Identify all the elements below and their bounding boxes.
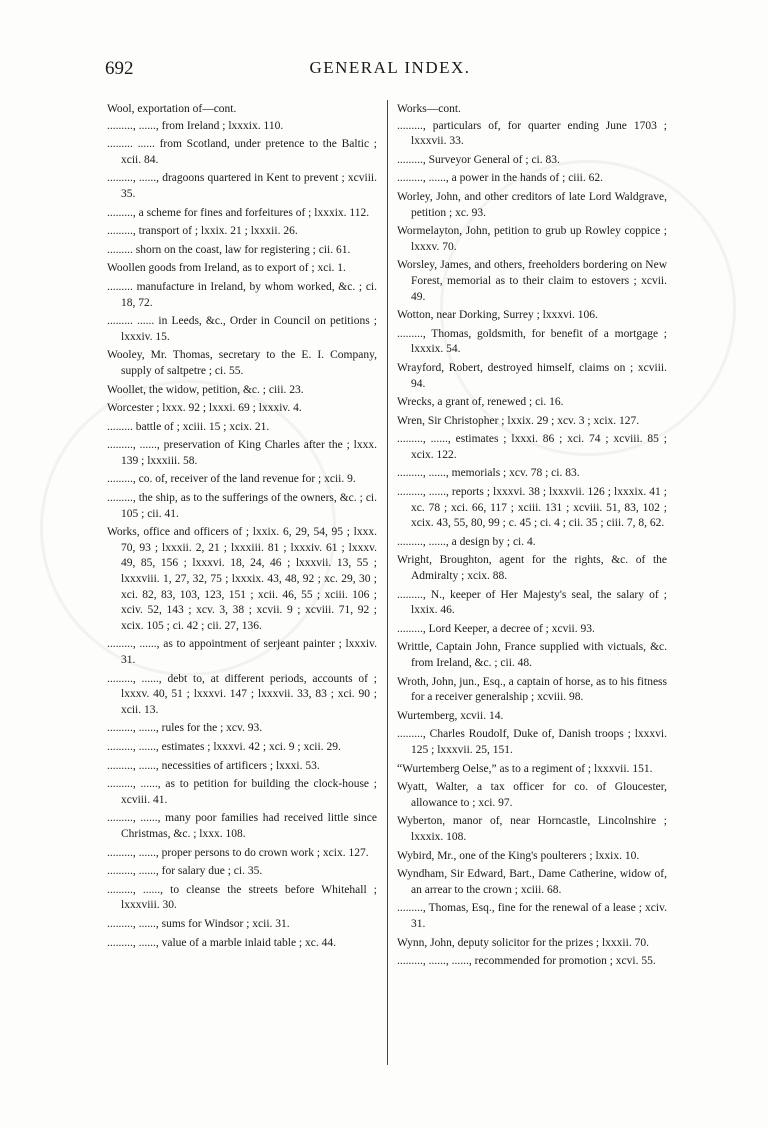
index-entry: Wrecks, a grant of, renewed ; ci. 16.: [397, 396, 564, 409]
index-entry: ........., ......, estimates ; lxxxvi. 42 ; xci. 9 ; xcii. 29.: [107, 740, 341, 753]
index-entry: Wyatt, Walter, a tax officer for co. of Gloucester, allowance to ; xci. 97.: [397, 781, 667, 809]
index-entry: Wrayford, Robert, destroyed himself, claims on ; xcviii. 94.: [397, 361, 667, 390]
index-entry: ........., ......, a design by ; ci. 4.: [397, 535, 536, 548]
index-entry: ........., ......, estimates ; lxxxi. 86 ; xci. 74 ; xcviii. 85 ; xcix. 122.: [397, 433, 667, 461]
index-entry: ........., ......, as to petition for building the clock-house ; xcviii. 41.: [107, 778, 377, 806]
index-entry: ........., ......, ......, recommended for promotion ; xcvi. 55.: [397, 955, 656, 968]
index-entry: “Wurtemberg Oelse,” as to a regiment of ; lxxxvii. 151.: [397, 762, 653, 775]
index-entry: ........., Surveyor General of ; ci. 83.: [397, 153, 560, 166]
column-divider: [387, 100, 388, 1065]
index-entry: ........., ......, for salary due ; ci. 35.: [107, 865, 263, 878]
index-entry: ........., ......, debt to, at different periods, accounts of ; lxxxv. 40, 51 ; lxxxvi. 147 ; lxxxvii. 33, 83 ; xci. 90 ; xcii. 13.: [107, 672, 377, 716]
index-entry: Wren, Sir Christopher ; lxxix. 29 ; xcv. 3 ; xcix. 127.: [397, 414, 640, 427]
index-entry: ........., ......, value of a marble inlaid table ; xc. 44.: [107, 936, 336, 949]
index-entry: ........., ......, a power in the hands of ; ciii. 62.: [397, 172, 604, 185]
index-entry: ........., ......, dragoons quartered in Kent to prevent ; xcviii. 35.: [107, 172, 377, 200]
index-entry: ........., Lord Keeper, a decree of ; xcvii. 93.: [397, 622, 595, 635]
index-entry: Wurtemberg, xcvii. 14.: [397, 709, 504, 722]
index-entry: Wybird, Mr., one of the King's poulterers ; lxxix. 10.: [397, 849, 640, 862]
index-entry: Worcester ; lxxx. 92 ; lxxxi. 69 ; lxxxiv. 4.: [107, 402, 302, 415]
index-entry: ........., ......, necessities of artificers ; lxxxi. 53.: [107, 759, 320, 772]
index-entry: Wormelayton, John, petition to grub up Rowley coppice ; lxxxv. 70.: [397, 225, 667, 253]
index-entry: Wyberton, manor of, near Horncastle, Lincolnshire ; lxxxix. 108.: [397, 815, 667, 843]
index-entry: ........., Thomas, Esq., fine for the renewal of a lease ; xciv. 31.: [397, 902, 667, 930]
index-entry: ......... shorn on the coast, law for registering ; cii. 61.: [107, 243, 351, 256]
page-number: 692: [105, 58, 134, 79]
index-entry: Worsley, James, and others, freeholders bordering on New Forest, memorial as to their claim to estovers ; xcvii. 49.: [397, 259, 667, 303]
index-entry: ......... ...... in Leeds, &c., Order in Council on petitions ; lxxxiv. 15.: [107, 315, 377, 343]
index-entry: Wroth, John, jun., Esq., a captain of horse, as to his fitness for a receiver generalship ; xcviii. 98.: [397, 675, 667, 704]
index-entry: ........., N., keeper of Her Majesty's seal, the salary of ; lxxix. 46.: [397, 588, 667, 617]
index-entry: ........., a scheme for fines and forfeitures of ; lxxxix. 112.: [107, 206, 370, 219]
index-entry: ........., Thomas, goldsmith, for benefit of a mortgage ; lxxxix. 54.: [397, 327, 667, 356]
index-entry: Works—cont.: [397, 103, 461, 115]
index-entry: ......... battle of ; xciii. 15 ; xcix. 21.: [107, 420, 270, 433]
index-entry: ........., ......, proper persons to do crown work ; xcix. 127.: [107, 846, 369, 859]
running-head: GENERAL INDEX.: [309, 58, 471, 77]
index-entry: Writtle, Captain John, France supplied with victuals, &c. from Ireland, &c. ; cii. 48.: [397, 641, 667, 669]
index-entry: ......... manufacture in Ireland, by whom worked, &c. ; ci. 18, 72.: [107, 280, 377, 309]
index-entry: Wynn, John, deputy solicitor for the prizes ; lxxxii. 70.: [397, 936, 649, 949]
index-entry: Wyndham, Sir Edward, Bart., Dame Catherine, widow of, an arrear to the crown ; xciii. 68.: [397, 868, 667, 896]
index-entry: ........., Charles Roudolf, Duke of, Danish troops ; lxxxvi. 125 ; lxxxvii. 25, 151.: [397, 728, 667, 756]
index-entry: ........., ......, from Ireland ; lxxxix. 110.: [107, 119, 284, 132]
index-entry: ........., ......, many poor families had received little since Christmas, &c. ; lxxx. 108.: [107, 812, 377, 840]
index-entry: Woollet, the widow, petition, &c. ; ciii. 23.: [107, 383, 304, 396]
index-entry: Woollen goods from Ireland, as to export of ; xci. 1.: [107, 262, 346, 275]
index-entry: ........., co. of, receiver of the land revenue for ; xcii. 9.: [107, 473, 356, 486]
left-index-column: [107, 102, 377, 954]
index-entry: ........., ......, to cleanse the streets before Whitehall ; lxxxviii. 30.: [107, 883, 377, 912]
right-index-column: [397, 102, 667, 973]
index-entry: ........., particulars of, for quarter ending June 1703 ; lxxxvii. 33.: [397, 119, 667, 148]
index-entry: Wotton, near Dorking, Surrey ; lxxxvi. 106.: [397, 309, 598, 322]
index-entry: Worley, John, and other creditors of late Lord Waldgrave, petition ; xc. 93.: [397, 190, 667, 219]
index-entry: ........., ......, preservation of King Charles after the ; lxxx. 139 ; lxxxiii. 58.: [107, 439, 377, 467]
page-header: [105, 58, 675, 86]
index-entry: ........., the ship, as to the sufferings of the owners, &c. ; ci. 105 ; cii. 41.: [107, 492, 377, 520]
index-entry: ........., ......, as to appointment of serjeant painter ; lxxxiv. 31.: [107, 638, 377, 666]
index-entry: Wright, Broughton, agent for the rights, &c. of the Admiralty ; xcix. 88.: [397, 554, 667, 583]
index-entry: ......... ...... from Scotland, under pretence to the Baltic ; xcii. 84.: [107, 138, 377, 166]
index-entry: ........., ......, reports ; lxxxvi. 38 ; lxxxvii. 126 ; lxxxix. 41 ; xc. 78 ; xci. 66, 117 ; xciii. 131 ; xcviii. 51, 83, 102 ; xcix. 43, 55, 80, 99 ; c. 45 ; ci. 4 ; cii. 35 ; ciii. 7, 8, 62.: [397, 486, 667, 530]
index-entry: Wooley, Mr. Thomas, secretary to the E. I. Company, supply of saltpetre ; ci. 55.: [107, 349, 377, 377]
index-entry: ........., ......, sums for Windsor ; xcii. 31.: [107, 917, 290, 930]
index-entry: ........., transport of ; lxxix. 21 ; lxxxii. 26.: [107, 225, 298, 238]
index-entry: Works, office and officers of ; lxxix. 6, 29, 54, 95 ; lxxx. 70, 93 ; lxxxii. 2, 21 ; lxxxiii. 81 ; lxxxiv. 61 ; lxxxv. 49, 85, 156 ; lxxxvi. 18, 24, 46 ; lxxxvii. 13, 55 ; lxxxviii. 1, 27, 32, 75 ; lxxxix. 43, 48, 92 ; xc. 29, 30 ; xci. 82, 83, 103, 123, 151 ; xcii. 46, 55 ; xciii. 106 ; xciv. 52, 143 ; xcv. 3, 38 ; xcvii. 9 ; xcviii. 71, 92 ; xcix. 105 ; ci. 42 ; cii. 27, 136.: [107, 526, 377, 632]
index-entry: ........., ......, memorials ; xcv. 78 ; ci. 83.: [397, 467, 580, 480]
index-entry: Wool, exportation of—cont.: [107, 103, 237, 115]
index-entry: ........., ......, rules for the ; xcv. 93.: [107, 722, 263, 735]
